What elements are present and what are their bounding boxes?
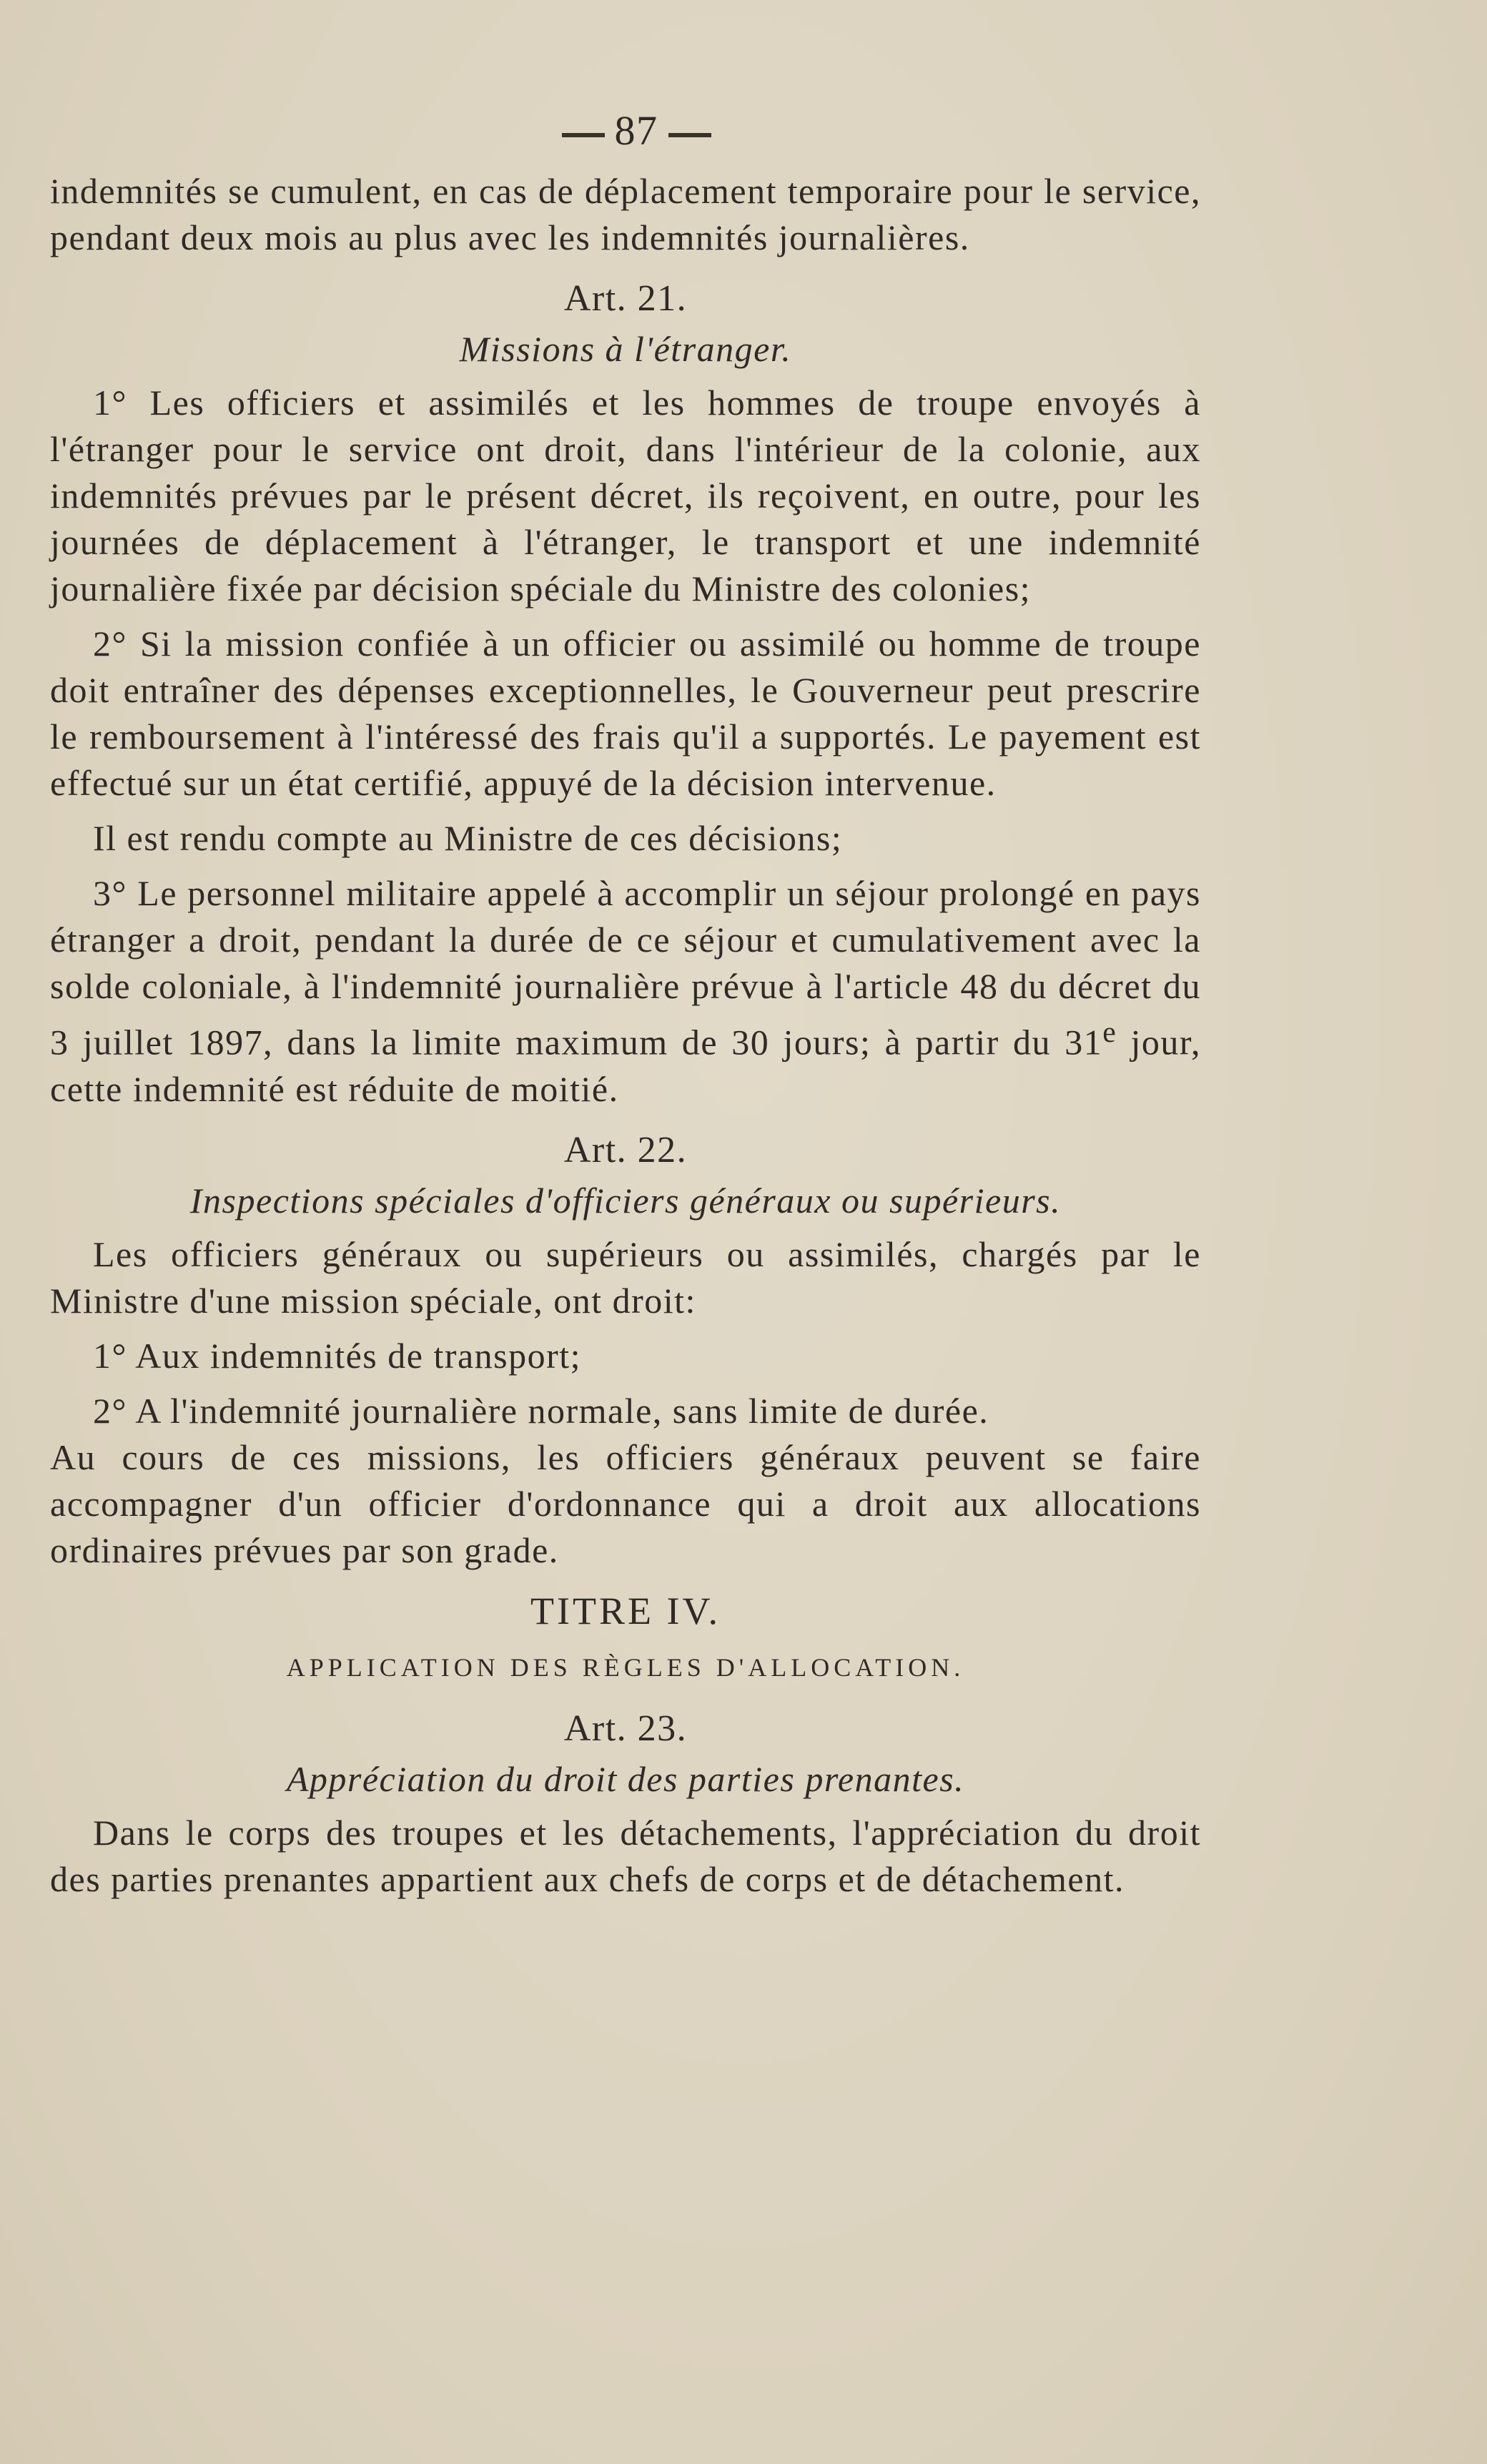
article-23-heading: Art. 23. — [563, 1707, 688, 1749]
article-21-paragraph-1: 1° Les officiers et assimilés et les hommes de troupe envoyés à l'étranger pour le service ont droit, dans l'intérieur de la colonie, aux indemnités prévues par le présent décret, ils reçoivent, en outre, pour les journées de déplacement à l'étranger, le transport et une indemnité journalière fixée par décision spéciale du Ministre des colonies; — [50, 383, 1201, 608]
folio-dash-left — [562, 133, 605, 137]
intro-paragraph: indemnités se cumulent, en cas de déplacement temporaire pour le service, pendant deux mois au plus avec les indemnités journalières. — [50, 171, 1201, 257]
article-22-paragraph-1: Les officiers généraux ou supérieurs ou assimilés, chargés par le Ministre d'une mission spéciale, ont droit: — [50, 1233, 1201, 1321]
article-22-paragraph-3: 2° A l'indemnité journalière normale, sans limite de durée. — [93, 1390, 989, 1431]
article-21-subtitle: Missions à l'étranger. — [459, 329, 792, 369]
article-21-paragraph-4 — [50, 870, 1201, 1113]
article-22-heading: Art. 22. — [563, 1129, 688, 1171]
page-number — [50, 107, 1201, 154]
article-21-p4-text-end: jour, cette indemnité est réduite de moitié. — [50, 1022, 1201, 1109]
article-21-heading: Art. 21. — [563, 278, 688, 319]
article-21-p4-text: 3° Le personnel militaire appelé à accomplir un séjour prolongé en pays étranger a droit, pendant la durée de ce séjour et cumulativement avec la solde coloniale, à l'indemnité journalière prévue à l'article 48 du décret du 3 juillet 1897, dans la limite maximum de 30 jours; à partir du 31 — [50, 873, 1201, 1063]
article-23-paragraph-1: Dans le corps des troupes et les détachements, l'appréciation du droit des parties prenantes appartient aux chefs de corps et de détachement. — [50, 1812, 1201, 1899]
article-21-p4-superscript: e — [1102, 1016, 1117, 1049]
article-23-subtitle: Appréciation du droit des parties prenantes. — [286, 1758, 965, 1799]
article-21-paragraph-3: Il est rendu compte au Ministre de ces décisions; — [93, 818, 843, 858]
article-22-paragraph-4: Au cours de ces missions, les officiers généraux peuvent se faire accompagner d'un officier d'ordonnance qui a droit aux allocations ordinaires prévues par son grade. — [50, 1436, 1201, 1570]
titre-4-subheading: APPLICATION DES RÈGLES D'ALLOCATION. — [286, 1652, 965, 1682]
page-content — [50, 107, 1201, 1903]
titre-4-heading: TITRE IV. — [530, 1589, 721, 1632]
page-number-text: 87 — [614, 107, 658, 154]
article-21-paragraph-2: 2° Si la mission confiée à un officier ou assimilé ou homme de troupe doit entraîner des dépenses exceptionnelles, le Gouverneur peut prescrire le remboursement à l'intéressé des frais qu'il a supportés. Le payement est effectué sur un état certifié, appuyé de la décision intervenue. — [50, 624, 1201, 803]
article-22-subtitle: Inspections spéciales d'officiers généraux ou supérieurs. — [189, 1180, 1062, 1221]
folio-dash-right — [668, 133, 711, 137]
article-22-paragraph-2: 1° Aux indemnités de transport; — [93, 1335, 582, 1376]
